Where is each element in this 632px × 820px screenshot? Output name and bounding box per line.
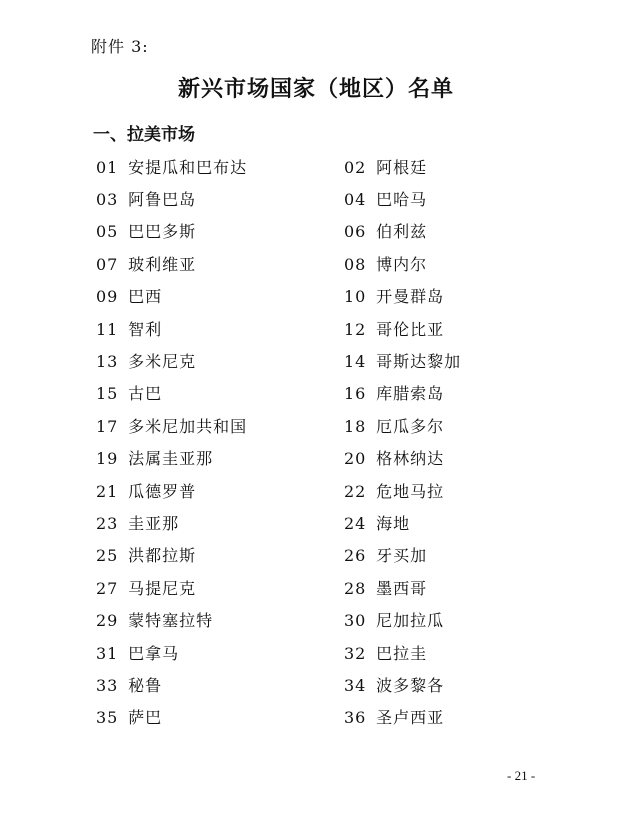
list-item xyxy=(344,187,556,210)
list-item-number: 30 xyxy=(344,611,367,631)
list-item xyxy=(96,641,344,664)
list-item-number: 21 xyxy=(96,481,119,501)
list-item-country: 多米尼加共和国 xyxy=(128,416,248,436)
list-item-number: 34 xyxy=(344,675,367,695)
list-item-number: 29 xyxy=(96,611,119,631)
list-item xyxy=(96,349,344,372)
list-item xyxy=(344,219,556,242)
list-item-country: 危地马拉 xyxy=(376,481,445,501)
list-item-country: 蒙特塞拉特 xyxy=(128,611,214,631)
list-item-number: 27 xyxy=(96,578,119,598)
list-item-number: 18 xyxy=(344,416,367,436)
list-item-country: 法属圭亚那 xyxy=(128,449,214,469)
list-item xyxy=(344,673,556,696)
list-item xyxy=(96,576,344,599)
list-item xyxy=(344,446,556,469)
list-item-country: 开曼群岛 xyxy=(376,287,445,307)
list-item-number: 11 xyxy=(96,319,119,339)
list-item-country: 洪都拉斯 xyxy=(128,546,197,566)
list-item-number: 33 xyxy=(96,675,119,695)
list-item-number: 13 xyxy=(96,352,119,372)
list-item-number: 05 xyxy=(96,222,119,242)
list-item-number: 31 xyxy=(96,643,119,663)
list-item xyxy=(96,511,344,534)
list-item-country: 尼加拉瓜 xyxy=(376,611,445,631)
list-item-number: 36 xyxy=(344,708,367,728)
list-item xyxy=(344,479,556,502)
list-item-country: 圭亚那 xyxy=(128,513,180,533)
list-item-number: 17 xyxy=(96,416,119,436)
list-item xyxy=(96,673,344,696)
page-title: 新兴市场国家（地区）名单 xyxy=(177,76,454,102)
list-item-number: 10 xyxy=(344,287,367,307)
list-item-number: 26 xyxy=(344,546,367,566)
list-item xyxy=(96,317,344,340)
list-item-country: 阿鲁巴岛 xyxy=(128,190,197,210)
list-item xyxy=(344,284,556,307)
list-item-number: 06 xyxy=(344,222,367,242)
list-item-country: 库腊索岛 xyxy=(376,384,445,404)
list-item-number: 23 xyxy=(96,513,119,533)
list-item xyxy=(344,317,556,340)
list-item-country: 哥斯达黎加 xyxy=(376,352,462,372)
list-item-number: 02 xyxy=(344,157,367,177)
list-item-number: 03 xyxy=(96,190,119,210)
list-item xyxy=(96,155,344,178)
list-item xyxy=(344,543,556,566)
list-item-country: 秘鲁 xyxy=(128,675,163,695)
list-item-country: 海地 xyxy=(376,513,411,533)
list-item xyxy=(344,252,556,275)
list-item-number: 09 xyxy=(96,287,119,307)
list-item xyxy=(96,479,344,502)
list-item-country: 伯利兹 xyxy=(376,222,428,242)
list-item-number: 19 xyxy=(96,449,119,469)
list-item xyxy=(344,641,556,664)
list-item-country: 玻利维亚 xyxy=(128,254,197,274)
list-item-number: 16 xyxy=(344,384,367,404)
list-item-number: 12 xyxy=(344,319,367,339)
list-item-country: 波多黎各 xyxy=(376,675,445,695)
list-item-number: 07 xyxy=(96,254,119,274)
list-item xyxy=(96,414,344,437)
list-item-country: 哥伦比亚 xyxy=(376,319,445,339)
list-item-country: 巴拿马 xyxy=(128,643,180,663)
list-item-country: 萨巴 xyxy=(128,708,163,728)
list-item-number: 04 xyxy=(344,190,367,210)
list-item-country: 巴哈马 xyxy=(376,190,428,210)
list-item xyxy=(96,284,344,307)
list-item xyxy=(96,446,344,469)
list-item-country: 牙买加 xyxy=(376,546,428,566)
list-item-number: 22 xyxy=(344,481,367,501)
list-item xyxy=(96,705,344,728)
list-item-country: 瓜德罗普 xyxy=(128,481,197,501)
attachment-label: 附件 3: xyxy=(91,37,149,56)
list-item-number: 15 xyxy=(96,384,119,404)
list-item-number: 24 xyxy=(344,513,367,533)
list-item-country: 智利 xyxy=(128,319,163,339)
list-item xyxy=(96,252,344,275)
list-item xyxy=(344,608,556,631)
list-item xyxy=(344,155,556,178)
list-item-country: 博内尔 xyxy=(376,254,428,274)
list-item xyxy=(344,705,556,728)
country-list xyxy=(96,150,556,733)
list-item xyxy=(344,414,556,437)
list-item xyxy=(344,381,556,404)
list-item xyxy=(96,381,344,404)
list-item xyxy=(96,608,344,631)
list-item-country: 阿根廷 xyxy=(376,157,428,177)
list-item-country: 安提瓜和巴布达 xyxy=(128,157,248,177)
list-item xyxy=(96,219,344,242)
list-item xyxy=(96,543,344,566)
list-item-country: 巴拉圭 xyxy=(376,643,428,663)
list-item-country: 多米尼克 xyxy=(128,352,197,372)
section-heading: 一、拉美市场 xyxy=(93,125,195,145)
list-item-country: 墨西哥 xyxy=(376,578,428,598)
list-item xyxy=(344,349,556,372)
list-item-number: 35 xyxy=(96,708,119,728)
list-item xyxy=(344,576,556,599)
list-item-number: 01 xyxy=(96,157,119,177)
list-item-country: 圣卢西亚 xyxy=(376,708,445,728)
page-number: - 21 - xyxy=(507,768,536,783)
list-item-number: 25 xyxy=(96,546,119,566)
list-item xyxy=(96,187,344,210)
list-item-number: 14 xyxy=(344,352,367,372)
list-item-country: 古巴 xyxy=(128,384,163,404)
list-item-number: 08 xyxy=(344,254,367,274)
list-item xyxy=(344,511,556,534)
list-item-country: 巴西 xyxy=(128,287,163,307)
list-item-country: 巴巴多斯 xyxy=(128,222,197,242)
list-item-country: 格林纳达 xyxy=(376,449,445,469)
list-item-number: 28 xyxy=(344,578,367,598)
list-item-number: 20 xyxy=(344,449,367,469)
list-item-country: 厄瓜多尔 xyxy=(376,416,445,436)
list-item-number: 32 xyxy=(344,643,367,663)
list-item-country: 马提尼克 xyxy=(128,578,197,598)
